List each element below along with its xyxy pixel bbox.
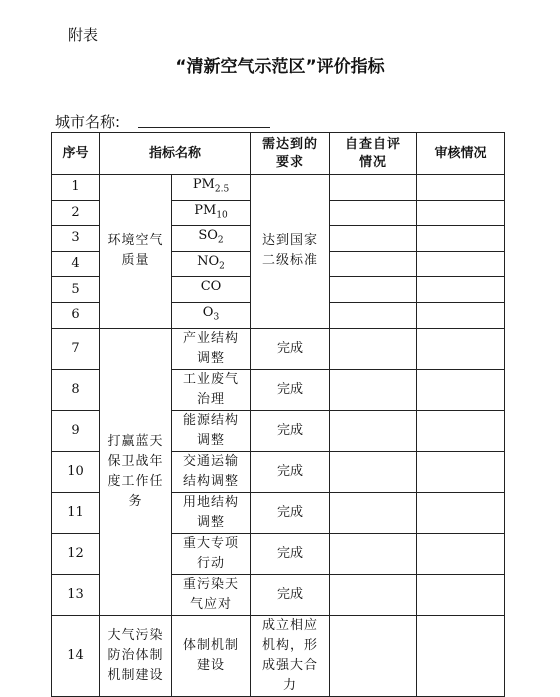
group-name-air-quality: 环境空气质量 [100,175,172,329]
requirement-cell: 完成 [251,328,330,369]
self-assessment-cell[interactable] [330,251,417,277]
indicator-item: $SO_2$ [172,226,251,252]
self-assessment-cell[interactable] [330,369,417,410]
self-assessment-cell[interactable] [330,574,417,615]
row-number: 10 [52,451,100,492]
row-number: 13 [52,574,100,615]
city-name-field[interactable] [138,127,270,128]
col-header-number: 序号 [52,133,100,175]
review-cell[interactable] [417,615,505,696]
row-number: 8 [52,369,100,410]
appendix-label: 附表 [68,26,99,44]
evaluation-table [51,132,505,697]
requirement-cell: 完成 [251,369,330,410]
indicator-item: CO [172,277,251,303]
self-assessment-cell[interactable] [330,533,417,574]
group-name-mechanism: 大气污染防治体制机制建设 [100,615,172,696]
self-assessment-cell[interactable] [330,226,417,252]
page-title: “清新空气示范区”评价指标 [175,57,385,77]
table-header-row [52,133,505,175]
row-number: 9 [52,410,100,451]
indicator-item: 重大专项行动 [172,533,251,574]
requirement-cell: 完成 [251,574,330,615]
col-header-review: 审核情况 [417,133,505,175]
indicator-item: $O_3$ [172,302,251,328]
review-cell[interactable] [417,533,505,574]
table-row [52,615,505,696]
table-row [52,175,505,201]
review-cell[interactable] [417,226,505,252]
col-header-requirement: 需达到的要求 [251,133,330,175]
requirement-cell: 完成 [251,410,330,451]
row-number: 4 [52,251,100,277]
group-name-blue-sky: 打赢蓝天保卫战年度工作任务 [100,328,172,615]
col-header-indicator: 指标名称 [100,133,251,175]
row-number: 1 [52,175,100,201]
review-cell[interactable] [417,251,505,277]
requirement-cell: 完成 [251,492,330,533]
row-number: 12 [52,533,100,574]
review-cell[interactable] [417,328,505,369]
table-row [52,328,505,369]
indicator-item: 用地结构调整 [172,492,251,533]
review-cell[interactable] [417,175,505,201]
self-assessment-cell[interactable] [330,302,417,328]
indicator-item: 能源结构调整 [172,410,251,451]
row-number: 7 [52,328,100,369]
review-cell[interactable] [417,451,505,492]
requirement-cell: 完成 [251,533,330,574]
indicator-item: 交通运输结构调整 [172,451,251,492]
review-cell[interactable] [417,410,505,451]
self-assessment-cell[interactable] [330,451,417,492]
row-number: 11 [52,492,100,533]
review-cell[interactable] [417,200,505,226]
indicator-item: $PM_{2.5}$ [172,175,251,201]
col-header-self-assessment: 自查自评情况 [330,133,417,175]
review-cell[interactable] [417,277,505,303]
review-cell[interactable] [417,302,505,328]
requirement-cell: 成立相应机构，形成强大合力 [251,615,330,696]
row-number: 3 [52,226,100,252]
city-name-label: 城市名称: [55,113,121,131]
review-cell[interactable] [417,574,505,615]
indicator-item: 体制机制建设 [172,615,251,696]
requirement-air-quality: 达到国家二级标准 [251,175,330,329]
self-assessment-cell[interactable] [330,277,417,303]
self-assessment-cell[interactable] [330,615,417,696]
review-cell[interactable] [417,369,505,410]
row-number: 2 [52,200,100,226]
row-number: 14 [52,615,100,696]
indicator-item: 产业结构调整 [172,328,251,369]
self-assessment-cell[interactable] [330,175,417,201]
row-number: 6 [52,302,100,328]
indicator-item: $PM_{10}$ [172,200,251,226]
self-assessment-cell[interactable] [330,328,417,369]
requirement-cell: 完成 [251,451,330,492]
self-assessment-cell[interactable] [330,410,417,451]
self-assessment-cell[interactable] [330,200,417,226]
row-number: 5 [52,277,100,303]
indicator-item: 重污染天气应对 [172,574,251,615]
review-cell[interactable] [417,492,505,533]
indicator-item: $NO_2$ [172,251,251,277]
indicator-item: 工业废气治理 [172,369,251,410]
self-assessment-cell[interactable] [330,492,417,533]
